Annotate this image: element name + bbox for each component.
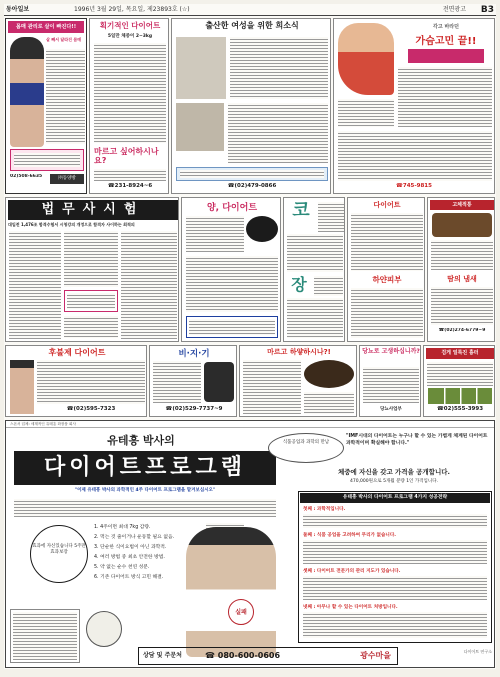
stamp-seal: 실패 (228, 599, 254, 625)
program-box (298, 491, 492, 643)
law-exam-sub: 대입전 1,476조 합격수험서 시청강의 개정으로 합격자 사이하는 최적의 (8, 222, 135, 227)
postpartum-photo (176, 37, 226, 99)
diet-revolution-note (94, 169, 166, 181)
consult-bar[interactable] (138, 647, 398, 665)
feature-item: 2. 먹는 것 줄이거나 운동할 필요 없음. (94, 535, 175, 540)
yang-text-1 (186, 216, 244, 252)
step-text (303, 514, 487, 528)
clinic-text (351, 288, 423, 338)
postpartum-box-text (180, 170, 324, 178)
step-title: 첫째 : 과학적입니다. (303, 507, 346, 512)
product-bottles (428, 388, 492, 404)
odor-phone: ☎(02)274-6779~9 (438, 328, 486, 333)
step-title: 둘째 : 식품 공업을 고려하여 무리가 없습니다. (303, 533, 397, 538)
ad-marugo (239, 345, 357, 417)
diet-revolution-title: 획기적인 다이어트 (99, 21, 161, 30)
after-pay-photo (10, 360, 34, 414)
marugo-title: 마르고 하얗하시나?! (267, 348, 331, 356)
postpartum-title: 출산한 여성을 위한 희소식 (205, 21, 299, 30)
weight-title: 검게 얼룩진 흉터 (426, 348, 494, 359)
weight-phone: ☎02)555-3993 (436, 406, 484, 412)
swimsuit-headline: 몸매 관리로 살이 빠진다!! (8, 21, 84, 33)
law-highlight-text (67, 293, 115, 309)
yang-box (186, 316, 278, 338)
newspaper-name: 동아일보 (6, 6, 30, 13)
after-pay-text (37, 360, 145, 404)
ad-yang-diet (181, 197, 281, 342)
ad-weight (423, 345, 495, 417)
mermaid-phone: ☎745-9815 (396, 183, 432, 189)
step-title: 셋째 : 다이어트 전문가의 관리 지도가 있습니다. (303, 569, 401, 574)
bitgi-title: 비·지·기 (178, 349, 210, 359)
section-label: 전면광고 (442, 6, 466, 13)
yang-box-text (189, 319, 275, 335)
step-text (303, 576, 487, 600)
main-subline: 470,000원으로 5개월 분량 1인 가격입니다. (350, 479, 438, 484)
yang-title: 양, 다이어트 (206, 203, 258, 213)
diet-brand-text (351, 213, 423, 271)
feature-item: 4. 여러 방법 중 최초 안전한 방법. (94, 555, 165, 560)
postpartum-text-2 (228, 103, 328, 163)
law-col-3 (121, 231, 177, 339)
intro-text (14, 499, 276, 517)
after-pay-title: 후불제 다이어트 (48, 348, 106, 357)
swimsuit-offer-box (10, 149, 84, 171)
marugo-text (243, 360, 301, 414)
ad-after-pay (5, 345, 147, 417)
offer-text (14, 153, 80, 167)
yang-text-2 (186, 256, 278, 312)
program-box-title: 유테흥 박사의 다이어트 프로그램 4가지 성공전략 (300, 493, 490, 503)
clinic-title: 하얀피부 (372, 275, 402, 284)
mermaid-pink-bar (408, 49, 484, 63)
left-quote: "이제 유테흥 박사의 과학적인 4주 다이어트 프로그램을 맡겨보십시오" (74, 488, 216, 493)
small-info-text (13, 612, 77, 660)
consult-label: 상담 및 주문처 (143, 652, 182, 659)
swimsuit-sub: 살 빼서 달라진 몸매 (46, 37, 82, 42)
swimsuit-phone: 02)508-6635 (10, 174, 43, 179)
step-title: 넷째 : 아무나 할 수 있는 다이어트 처방입니다. (303, 605, 398, 610)
ad-main-diet-program (5, 420, 495, 668)
step-text (303, 540, 487, 564)
swimsuit-body-text (46, 49, 85, 144)
postpartum-text-1 (230, 37, 328, 99)
ad-diet-revolution (89, 18, 169, 194)
jang-text-2 (287, 298, 343, 338)
postpartum-photo-2 (176, 103, 224, 151)
emblem-icon (86, 611, 122, 647)
postpartum-box (176, 167, 328, 181)
marugo-text-2 (304, 392, 354, 414)
weight-text (427, 362, 493, 386)
ko-text-1 (318, 202, 344, 232)
law-exam-title: 법무사시험 (8, 200, 178, 220)
diet-revolution-tagline: 마르고 싶어하시나요? (94, 147, 159, 165)
bitgi-text (153, 361, 201, 403)
diet-brand-tag: 고체적통 (430, 200, 494, 210)
dangdo-text (363, 367, 419, 403)
jang-text-1 (314, 276, 343, 296)
diet-revolution-subtitle: 5일만 체중이 2~3kg (107, 34, 153, 39)
law-col-2b (64, 316, 118, 338)
program-title: 다이어트프로그램 (14, 451, 276, 485)
small-info-box (10, 609, 80, 663)
odor-text-2 (431, 287, 493, 325)
ad-swimsuit (5, 18, 87, 194)
sponsor-bar: 스폰서 업체: 세계적인 유테흥 화장품 회사 (6, 421, 495, 428)
ad-bitgi (149, 345, 237, 417)
marugo-logo (304, 360, 354, 388)
model-photo (10, 37, 44, 147)
model-in-dress (186, 527, 276, 657)
swimsuit-company: ㈜동양방 (50, 174, 84, 184)
consult-phone[interactable]: ☎ 080-600-0606 (205, 651, 281, 660)
ad-law-exam (5, 197, 179, 342)
mermaid-text-2 (338, 99, 394, 127)
feature-item: 6. 기존 다이어트 방식 고민 해결. (94, 575, 164, 580)
jang-title: 장 (291, 275, 307, 294)
feature-item: 3. 단순한 식이요법이 아닌 과학적. (94, 545, 167, 550)
ko-text-2 (287, 234, 343, 272)
mermaid-text-1 (398, 67, 492, 127)
after-pay-phone: ☎(02)595-7323 (66, 406, 116, 412)
diet-brand-title: 다이어트 (373, 201, 401, 209)
mermaid-top: 각고 바라던 (433, 24, 459, 30)
step-text (303, 612, 487, 638)
insect-illustration (246, 216, 278, 242)
mermaid-text-3 (338, 131, 492, 181)
postpartum-phone: ☎(02)479-0866 (227, 183, 277, 189)
ad-mermaid (333, 18, 495, 194)
newspaper-page (4, 4, 496, 669)
ad-odor (427, 197, 495, 342)
mermaid-illustration (338, 23, 394, 95)
product-photo (432, 213, 492, 237)
law-highlight (64, 290, 118, 312)
ad-diet-brand (347, 197, 425, 342)
main-headline: 체중에 자신을 갖고 가격을 공개합니다. (338, 468, 450, 476)
bitgi-phone: ☎(02)529-7737~9 (165, 406, 223, 412)
device-photo (204, 362, 234, 402)
law-col-2 (64, 231, 118, 287)
law-col-1 (9, 231, 61, 339)
company-name: 광수마을 (360, 651, 391, 660)
main-banner: "IMF시대의 다이어트는 누구나 할 수 있는 가볍게 체계된 다이어트 과학적이며 확실해야 합니다." (346, 434, 488, 446)
feature-item: 1. 4주이면 최대 7kg 감량. (94, 525, 151, 530)
brand-top: 유테흥 박사의 (107, 434, 175, 447)
ad-dangdo (359, 345, 421, 417)
diet-revolution-phone: ☎231-8924~6 (107, 183, 153, 189)
odor-text-1 (431, 240, 493, 270)
mermaid-title: 가슴고민 끝!! (415, 36, 477, 46)
ad-ko (283, 197, 345, 342)
dangdo-title: 당뇨로 고생하십니까? (362, 348, 420, 355)
issue-date: 1996년 3월 29일, 목요일, 제23893호 (☆) (74, 6, 190, 13)
speech-bubble: 식품공업과 과학의 만남 (268, 433, 344, 463)
page-header (4, 4, 496, 16)
diet-revolution-body (94, 43, 166, 143)
ad-postpartum (171, 18, 331, 194)
dangdo-company: 당뇨사업부 (380, 407, 402, 412)
ko-title: 코 (292, 200, 310, 221)
footer-label: 다이어트 연구소 (463, 649, 492, 654)
feature-item: 5. 약 없는 순수 천연 성분. (94, 565, 150, 570)
odor-title: 땀의 냄새 (447, 275, 477, 283)
page-number: B3 (480, 5, 494, 15)
guarantee-circle: 효과에 자신있습니다 5주만 효과보장 (30, 525, 88, 583)
